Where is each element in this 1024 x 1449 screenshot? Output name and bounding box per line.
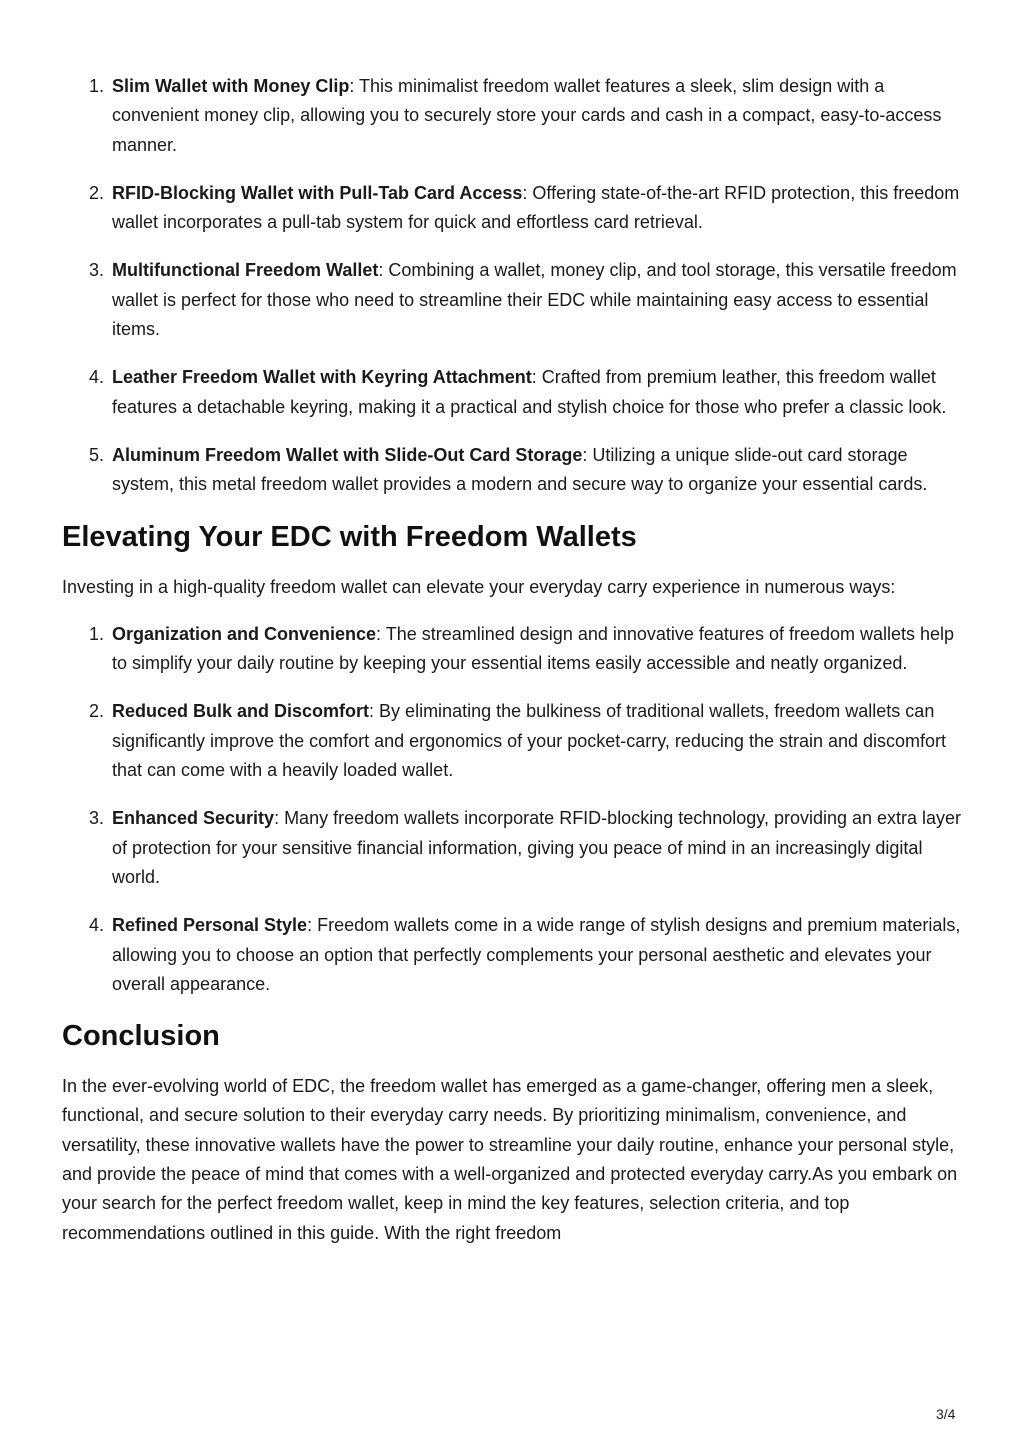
list-item-number: 1. xyxy=(89,76,105,96)
list-item-text: : Many freedom wallets incorporate RFID-blocking technology, providing an extra layer of protection for your sensitive financial information, giving you peace of mind in an increasingly digital world. xyxy=(112,808,962,887)
wallet-recommendations-list xyxy=(62,72,966,500)
list-item-number: 5. xyxy=(89,444,105,465)
list-item xyxy=(89,363,966,422)
list-item xyxy=(89,179,966,238)
list-item-title: Multifunctional Freedom Wallet xyxy=(112,260,379,281)
list-item xyxy=(89,911,966,999)
list-item-title: RFID-Blocking Wallet with Pull-Tab Card Access xyxy=(112,182,523,203)
document-page xyxy=(62,72,966,1248)
list-item-number: 1. xyxy=(89,623,105,644)
list-item xyxy=(89,256,966,344)
list-item-title: Reduced Bulk and Discomfort xyxy=(112,701,370,722)
list-item-title: Enhanced Security xyxy=(112,808,275,829)
list-item-text: : Utilizing a unique slide-out card storage system, this metal freedom wallet provides a modern and secure way to organize your essential cards. xyxy=(112,444,928,495)
list-item xyxy=(89,804,966,892)
section-intro-paragraph: Investing in a high-quality freedom wallet can elevate your everyday carry experience in numerous ways: xyxy=(62,576,896,597)
list-item xyxy=(89,441,966,500)
list-item-text: : This minimalist freedom wallet features a sleek, slim design with a convenient money clip, allowing you to securely store your cards and cash in a compact, easy-to-access manner. xyxy=(112,76,942,155)
list-item-number: 2. xyxy=(89,701,105,722)
list-item-text: : Combining a wallet, money clip, and tool storage, this versatile freedom wallet is perfect for those who need to streamline their EDC while maintaining easy access to essential items. xyxy=(112,260,957,340)
list-item-title: Leather Freedom Wallet with Keyring Attachment xyxy=(112,367,532,388)
section-heading-elevating: Elevating Your EDC with Freedom Wallets xyxy=(62,520,637,553)
list-item-text: : Offering state-of-the-art RFID protection, this freedom wallet incorporates a pull-tab system for quick and effortless card retrieval. xyxy=(112,182,960,233)
conclusion-paragraph: In the ever-evolving world of EDC, the freedom wallet has emerged as a game-changer, offering men a sleek, functional, and secure solution to their everyday carry needs. By prioritizing minimalism, convenience, and versatility, these innovative wallets have the power to streamline your daily routine, enhance your personal style, and provide the peace of mind that comes with a well-organized and protected everyday carry.As you embark on your search for the perfect freedom wallet, keep in mind the key features, selection criteria, and top recommendations outlined in this guide. With the right freedom xyxy=(62,1076,958,1243)
list-item-title: Aluminum Freedom Wallet with Slide-Out Card Storage xyxy=(112,444,583,465)
list-item-number: 3. xyxy=(89,260,105,281)
list-item-text: : By eliminating the bulkiness of traditional wallets, freedom wallets can significantly improve the comfort and ergonomics of your pocket-carry, reducing the strain and discomfort that can come with a heavily loaded wallet. xyxy=(112,701,947,781)
list-item-number: 4. xyxy=(89,367,105,388)
list-item-number: 4. xyxy=(89,915,105,936)
list-item-text: : The streamlined design and innovative features of freedom wallets help to simplify your daily routine by keeping your essential items easily accessible and neatly organized. xyxy=(112,623,955,674)
list-item-title: Refined Personal Style xyxy=(112,915,308,936)
section-heading-conclusion: Conclusion xyxy=(62,1020,220,1053)
page-number: 3/4 xyxy=(936,1406,956,1422)
list-item xyxy=(89,697,966,785)
list-item xyxy=(89,620,966,679)
list-item-title: Slim Wallet with Money Clip xyxy=(112,76,350,96)
list-item-text: : Freedom wallets come in a wide range of stylish designs and premium materials, allowing you to choose an option that perfectly complements your personal aesthetic and elevates your overall appearance. xyxy=(112,915,961,994)
list-item xyxy=(89,72,966,160)
benefits-list xyxy=(62,620,966,999)
list-item-text: : Crafted from premium leather, this freedom wallet features a detachable keyring, making it a practical and stylish choice for those who prefer a classic look. xyxy=(112,367,947,417)
list-item-number: 2. xyxy=(89,182,105,203)
list-item-number: 3. xyxy=(89,808,105,829)
list-item-title: Organization and Convenience xyxy=(112,623,377,644)
